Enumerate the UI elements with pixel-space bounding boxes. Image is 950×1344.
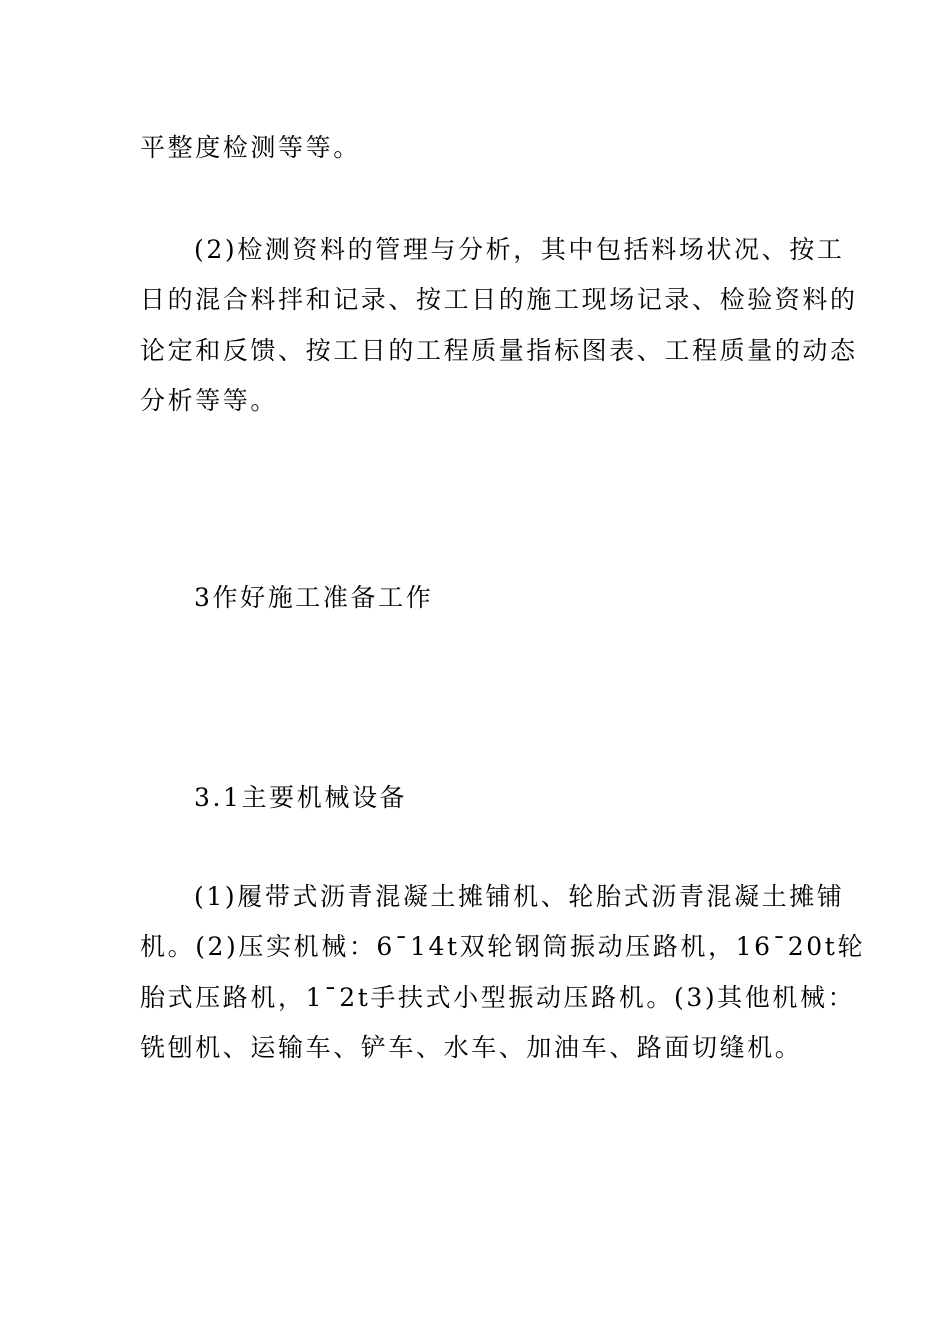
- paragraph-2-line-3: 论定和反馈、按工日的工程质量指标图表、工程质量的动态: [140, 336, 858, 365]
- section-heading-3-1: 3.1主要机械设备: [194, 783, 408, 812]
- section-heading-3: 3作好施工准备工作: [194, 583, 434, 612]
- paragraph-2-line-2: 日的混合料拌和记录、按工日的施工现场记录、检验资料的: [140, 285, 858, 314]
- paragraph-3-line-1: (1)履带式沥青混凝土摊铺机、轮胎式沥青混凝土摊铺: [194, 882, 845, 911]
- paragraph-2-line-4: 分析等等。: [140, 386, 279, 415]
- paragraph-3-line-4: 铣刨机、运输车、铲车、水车、加油车、路面切缝机。: [140, 1033, 803, 1062]
- paragraph-3-line-3: 胎式压路机，1¯2t手扶式小型振动压路机。(3)其他机械：: [140, 983, 856, 1012]
- paragraph-1-line-1: 平整度检测等等。: [140, 133, 361, 162]
- paragraph-2-line-1: (2)检测资料的管理与分析，其中包括料场状况、按工: [194, 235, 845, 264]
- paragraph-3-line-2: 机。(2)压实机械：6¯14t双轮钢筒振动压路机，16¯20t轮: [140, 932, 866, 961]
